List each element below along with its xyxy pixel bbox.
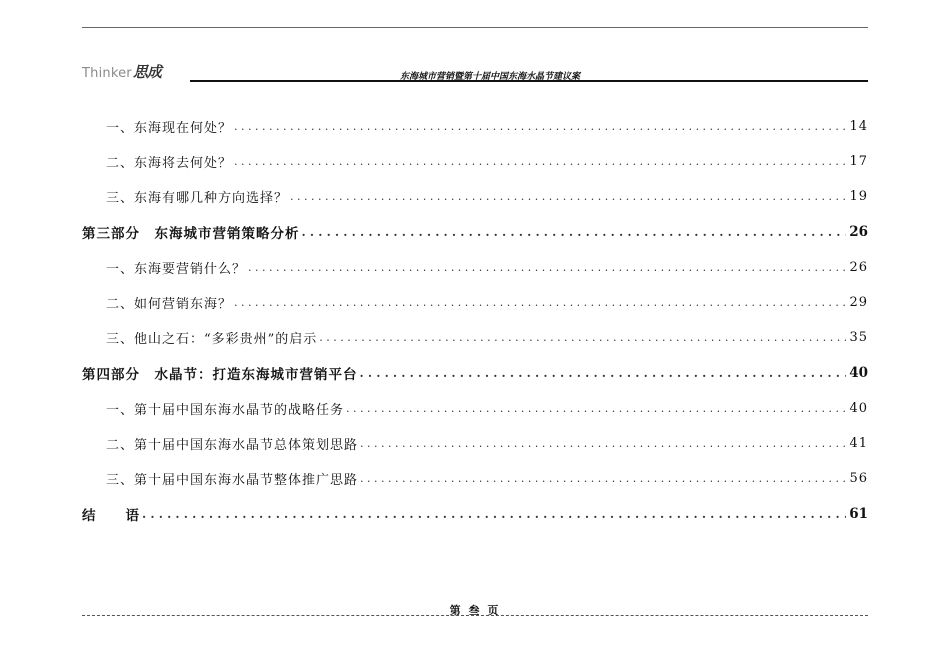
toc-section-entry[interactable] — [82, 320, 868, 355]
toc-entry-label: 二、如何营销东海？ — [106, 297, 233, 313]
toc-section-entry[interactable] — [82, 250, 868, 285]
toc-dot-leader — [234, 120, 846, 133]
header-rule — [190, 80, 868, 82]
toc-entry-label: 一、东海现在何处？ — [106, 121, 233, 137]
toc-entry-page: 19 — [849, 189, 868, 205]
toc-entry-label: 二、第十届中国东海水晶节总体策划思路 — [106, 437, 359, 453]
toc-entry-page: 26 — [849, 224, 868, 241]
header-top-rule — [82, 27, 868, 28]
toc-entry-page: 56 — [849, 470, 868, 486]
toc-entry-label: 结 语 — [82, 507, 140, 524]
toc-entry-label: 一、东海要营销什么？ — [106, 261, 247, 277]
toc-dot-leader — [248, 261, 846, 274]
toc-entry-label: 第三部分 东海城市营销策略分析 — [82, 226, 300, 243]
table-of-contents — [82, 109, 868, 531]
toc-section-entry[interactable] — [82, 179, 868, 214]
toc-dot-leader — [319, 331, 846, 344]
toc-part-entry[interactable] — [82, 215, 868, 250]
document-title: 东海城市营销暨第十届中国东海水晶节建议案 — [400, 72, 581, 82]
toc-section-entry[interactable] — [82, 285, 868, 320]
toc-entry-page: 35 — [849, 330, 868, 346]
toc-entry-page: 40 — [849, 400, 868, 416]
toc-dot-leader — [346, 402, 846, 415]
toc-entry-label: 第四部分 水晶节：打造东海城市营销平台 — [82, 366, 358, 383]
page-number: 第 叁 页 — [449, 604, 501, 617]
toc-section-entry[interactable] — [82, 461, 868, 496]
toc-entry-page: 14 — [849, 119, 868, 135]
toc-dot-leader — [360, 437, 846, 450]
toc-dot-leader — [302, 225, 847, 239]
toc-entry-page: 61 — [849, 505, 868, 522]
toc-dot-leader — [290, 190, 846, 203]
toc-section-entry[interactable] — [82, 109, 868, 144]
toc-entry-label: 二、东海将去何处？ — [106, 156, 233, 172]
toc-part-entry[interactable] — [82, 355, 868, 390]
toc-entry-page: 40 — [849, 364, 868, 381]
brand-logo — [82, 61, 161, 82]
toc-dot-leader — [234, 296, 846, 309]
toc-part-entry[interactable] — [82, 496, 868, 531]
toc-dot-leader — [234, 155, 846, 168]
toc-entry-page: 41 — [849, 435, 868, 451]
toc-section-entry[interactable] — [82, 144, 868, 179]
toc-entry-page: 17 — [849, 154, 868, 170]
toc-entry-page: 26 — [849, 259, 868, 275]
toc-entry-label: 三、他山之石：“多彩贵州”的启示 — [106, 332, 318, 348]
toc-entry-label: 三、第十届中国东海水晶节整体推广思路 — [106, 472, 359, 488]
toc-dot-leader — [360, 366, 847, 380]
toc-entry-label: 三、东海有哪几种方向选择？ — [106, 191, 289, 207]
logo-text: Thinker — [82, 66, 132, 81]
toc-section-entry[interactable] — [82, 426, 868, 461]
toc-entry-label: 一、第十届中国东海水晶节的战略任务 — [106, 402, 345, 418]
toc-dot-leader — [360, 472, 846, 485]
toc-dot-leader — [142, 507, 846, 521]
footer-rule — [82, 615, 868, 616]
logo-mark: 思成 — [132, 63, 161, 81]
toc-entry-page: 29 — [849, 295, 868, 311]
toc-section-entry[interactable] — [82, 391, 868, 426]
